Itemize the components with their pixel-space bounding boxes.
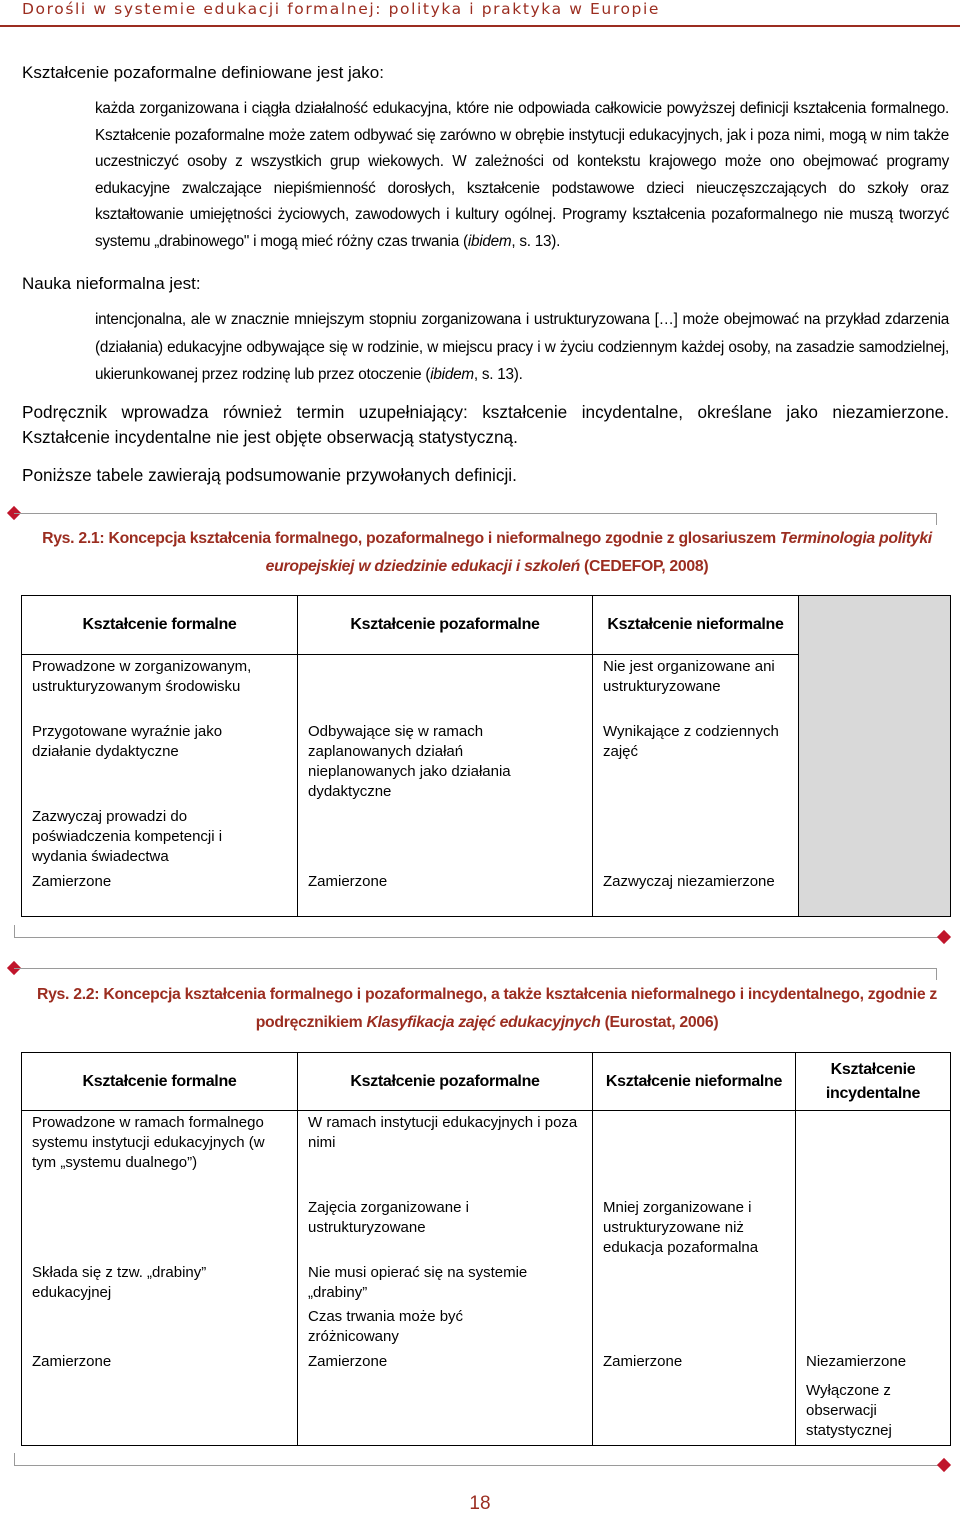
frame-top-tick bbox=[936, 513, 937, 525]
figure2-caption bbox=[22, 981, 952, 1037]
figure2-nonformal-item: Nie musi opierać się na systemie „drabiny” bbox=[308, 1264, 528, 1301]
frame-bottom-tick bbox=[14, 925, 15, 937]
nonformal-quote bbox=[95, 96, 949, 256]
running-header-title: Dorośli w systemie edukacji formalnej: polityka i praktyka w Europie bbox=[22, 0, 661, 18]
figure2-label: Rys. 2.2: bbox=[36, 986, 100, 1003]
figure1-label: Rys. 2.1: bbox=[42, 530, 105, 547]
figure2-formal-cell bbox=[22, 1111, 298, 1446]
figure2-formal-item: Składa się z tzw. „drabiny” edukacyjnej bbox=[32, 1264, 207, 1301]
frame-bottom-marker bbox=[937, 930, 951, 944]
informal-quote-cite: ibidem bbox=[430, 366, 474, 383]
informal-quote-end: , s. 13). bbox=[473, 366, 523, 383]
figure2-body-row bbox=[22, 1111, 951, 1446]
figure2-header-row bbox=[22, 1053, 951, 1111]
figure2-incidental-item: Wyłączone z obserwacji statystycznej bbox=[806, 1382, 892, 1439]
figure1-header-informal: Kształcenie nieformalne bbox=[593, 596, 799, 655]
figure2-title: Koncepcja kształcenia formalnego i pozaformalnego, a także kształcenia nieformalnego i incydentalnego, zgodnie z podręcznikiem bbox=[103, 986, 938, 1031]
figure2-nonformal-item: Zajęcia zorganizowane i ustrukturyzowane bbox=[308, 1199, 469, 1236]
nonformal-lead: Kształcenie pozaformalne definiowane jest jako: bbox=[22, 63, 384, 82]
figure1-title-em: Terminologia polityki europejskiej w dziedzinie edukacji i szkoleń bbox=[265, 530, 932, 575]
figure2-nonformal-cell bbox=[298, 1111, 593, 1446]
figure2-nonformal-item: Czas trwania może być zróżnicowany bbox=[308, 1308, 464, 1345]
frame2-top-tick bbox=[936, 968, 937, 980]
frame-bottom-line bbox=[14, 937, 945, 938]
figure1-formal-item: Zamierzone bbox=[32, 873, 112, 890]
informal-quote-text: intencjonalna, ale w znacznie mniejszym stopniu zorganizowana i ustrukturyzowana […] może obejmować na przykład zdarzenia (działania) edukacyjne odbywające się w rodzinie, w miejscu pracy i w życiu codziennym każdej osoby, na zasadzie samodzielnej, ukierunkowanej przez rodzinę lub przez otoczenie ( bbox=[95, 311, 949, 383]
figure2-informal-item: Zamierzone bbox=[603, 1353, 683, 1370]
figure1-informal-cell bbox=[593, 655, 799, 917]
figure2-header-formal: Kształcenie formalne bbox=[22, 1053, 298, 1111]
figure2-formal-item: Prowadzone w ramach formalnego systemu instytucji edukacyjnych (w tym „systemu dualnego”) bbox=[32, 1114, 265, 1171]
informal-lead: Nauka nieformalna jest: bbox=[22, 274, 201, 293]
nonformal-quote-text: każda zorganizowana i ciągła działalność edukacyjna, które nie odpowiada całkowicie powyższej definicji kształcenia formalnego. Kształcenie pozaformalne może zatem odbywać się zarówno w obrębie instytucji edukacyjnych, jak i poza nimi, mogą w nim także uczestniczyć osoby z wszystkich grup wiekowych. W zależności od kontekstu krajowego może ono obejmować programy edukacyjne zwalczające niepiśmienność dorosłych, kształcenie podstawowe dzieci nieuczęszczających do szkoły oraz kształtowanie umiejętności życiowych, zawodowych i kultury ogólnej. Programy kształcenia pozaformalnego nie muszą tworzyć systemu „drabinowego" i mogą mieć różny czas trwania ( bbox=[95, 100, 949, 250]
figure1-header-formal: Kształcenie formalne bbox=[22, 596, 298, 655]
figure2-informal-item: Mniej zorganizowane i ustrukturyzowane niż edukacja pozaformalna bbox=[603, 1199, 759, 1256]
figure1-informal-item: Nie jest organizowane ani ustrukturyzowane bbox=[603, 658, 775, 695]
figure2-formal-item: Zamierzone bbox=[32, 1353, 112, 1370]
figure1-table bbox=[21, 595, 951, 917]
figure2-nonformal-item: W ramach instytucji edukacyjnych i poza nimi bbox=[308, 1114, 578, 1151]
informal-quote bbox=[95, 306, 949, 389]
figure2-incidental-cell bbox=[796, 1111, 951, 1446]
frame2-bottom-tick bbox=[14, 1453, 15, 1465]
figure1-title: Koncepcja kształcenia formalnego, pozaformalnego i nieformalnego zgodnie z glosariuszem bbox=[108, 530, 776, 547]
figure1-formal-item: Zazwyczaj prowadzi do poświadczenia kompetencji i wydania świadectwa bbox=[32, 808, 223, 865]
frame2-bottom-line bbox=[14, 1465, 945, 1466]
figure1-informal-item: Wynikające z codziennych zajęć bbox=[603, 723, 779, 760]
figure1-source: (CEDEFOP, 2008) bbox=[584, 558, 709, 575]
figure1-formal-cell bbox=[22, 655, 298, 917]
figure1-informal-item: Zazwyczaj niezamierzone bbox=[603, 873, 775, 890]
figure2-header-incidental: Kształcenie incydentalne bbox=[796, 1053, 951, 1111]
figure2-table bbox=[21, 1052, 951, 1446]
frame2-top-line bbox=[14, 968, 937, 969]
figure2-informal-cell bbox=[593, 1111, 796, 1446]
frame2-bottom-marker bbox=[937, 1458, 951, 1472]
figure1-header-nonformal: Kształcenie pozaformalne bbox=[298, 596, 593, 655]
nonformal-quote-cite: ibidem bbox=[467, 232, 512, 250]
paragraph-incidental: Podręcznik wprowadza również termin uzupełniający: kształcenie incydentalne, określane jako niezamierzone. Kształcenie incydentalne nie jest objęte obserwacją statystyczną. bbox=[22, 402, 949, 447]
figure1-nonformal-cell bbox=[298, 655, 593, 917]
running-header bbox=[0, 0, 960, 27]
figure2-source: (Eurostat, 2006) bbox=[604, 1014, 719, 1031]
figure1-formal-item: Przygotowane wyraźnie jako działanie dydaktyczne bbox=[32, 723, 223, 760]
figure1-nonformal-item: Odbywające się w ramach zaplanowanych działań nieplanowanych jako działania dydaktyczne bbox=[308, 723, 511, 800]
figure1-header-row bbox=[22, 596, 951, 655]
frame-top-line bbox=[14, 513, 937, 514]
figure1-nonformal-item: Zamierzone bbox=[308, 873, 388, 890]
figure1-caption bbox=[22, 525, 952, 581]
figure2-incidental-item: Niezamierzone bbox=[806, 1353, 907, 1370]
page-number: 18 bbox=[469, 1493, 491, 1514]
nonformal-quote-end: , s. 13). bbox=[511, 232, 561, 250]
figure2-nonformal-item: Zamierzone bbox=[308, 1353, 388, 1370]
figure2-header-informal: Kształcenie nieformalne bbox=[593, 1053, 796, 1111]
figure1-empty-cell bbox=[799, 596, 951, 917]
figure1-formal-item: Prowadzone w zorganizowanym, ustrukturyzowanym środowisku bbox=[32, 658, 252, 695]
figure2-header-nonformal: Kształcenie pozaformalne bbox=[298, 1053, 593, 1111]
paragraph-summary: Poniższe tabele zawierają podsumowanie przywołanych definicji. bbox=[22, 465, 517, 485]
figure2-title-em: Klasyfikacja zajęć edukacyjnych bbox=[366, 1014, 601, 1031]
